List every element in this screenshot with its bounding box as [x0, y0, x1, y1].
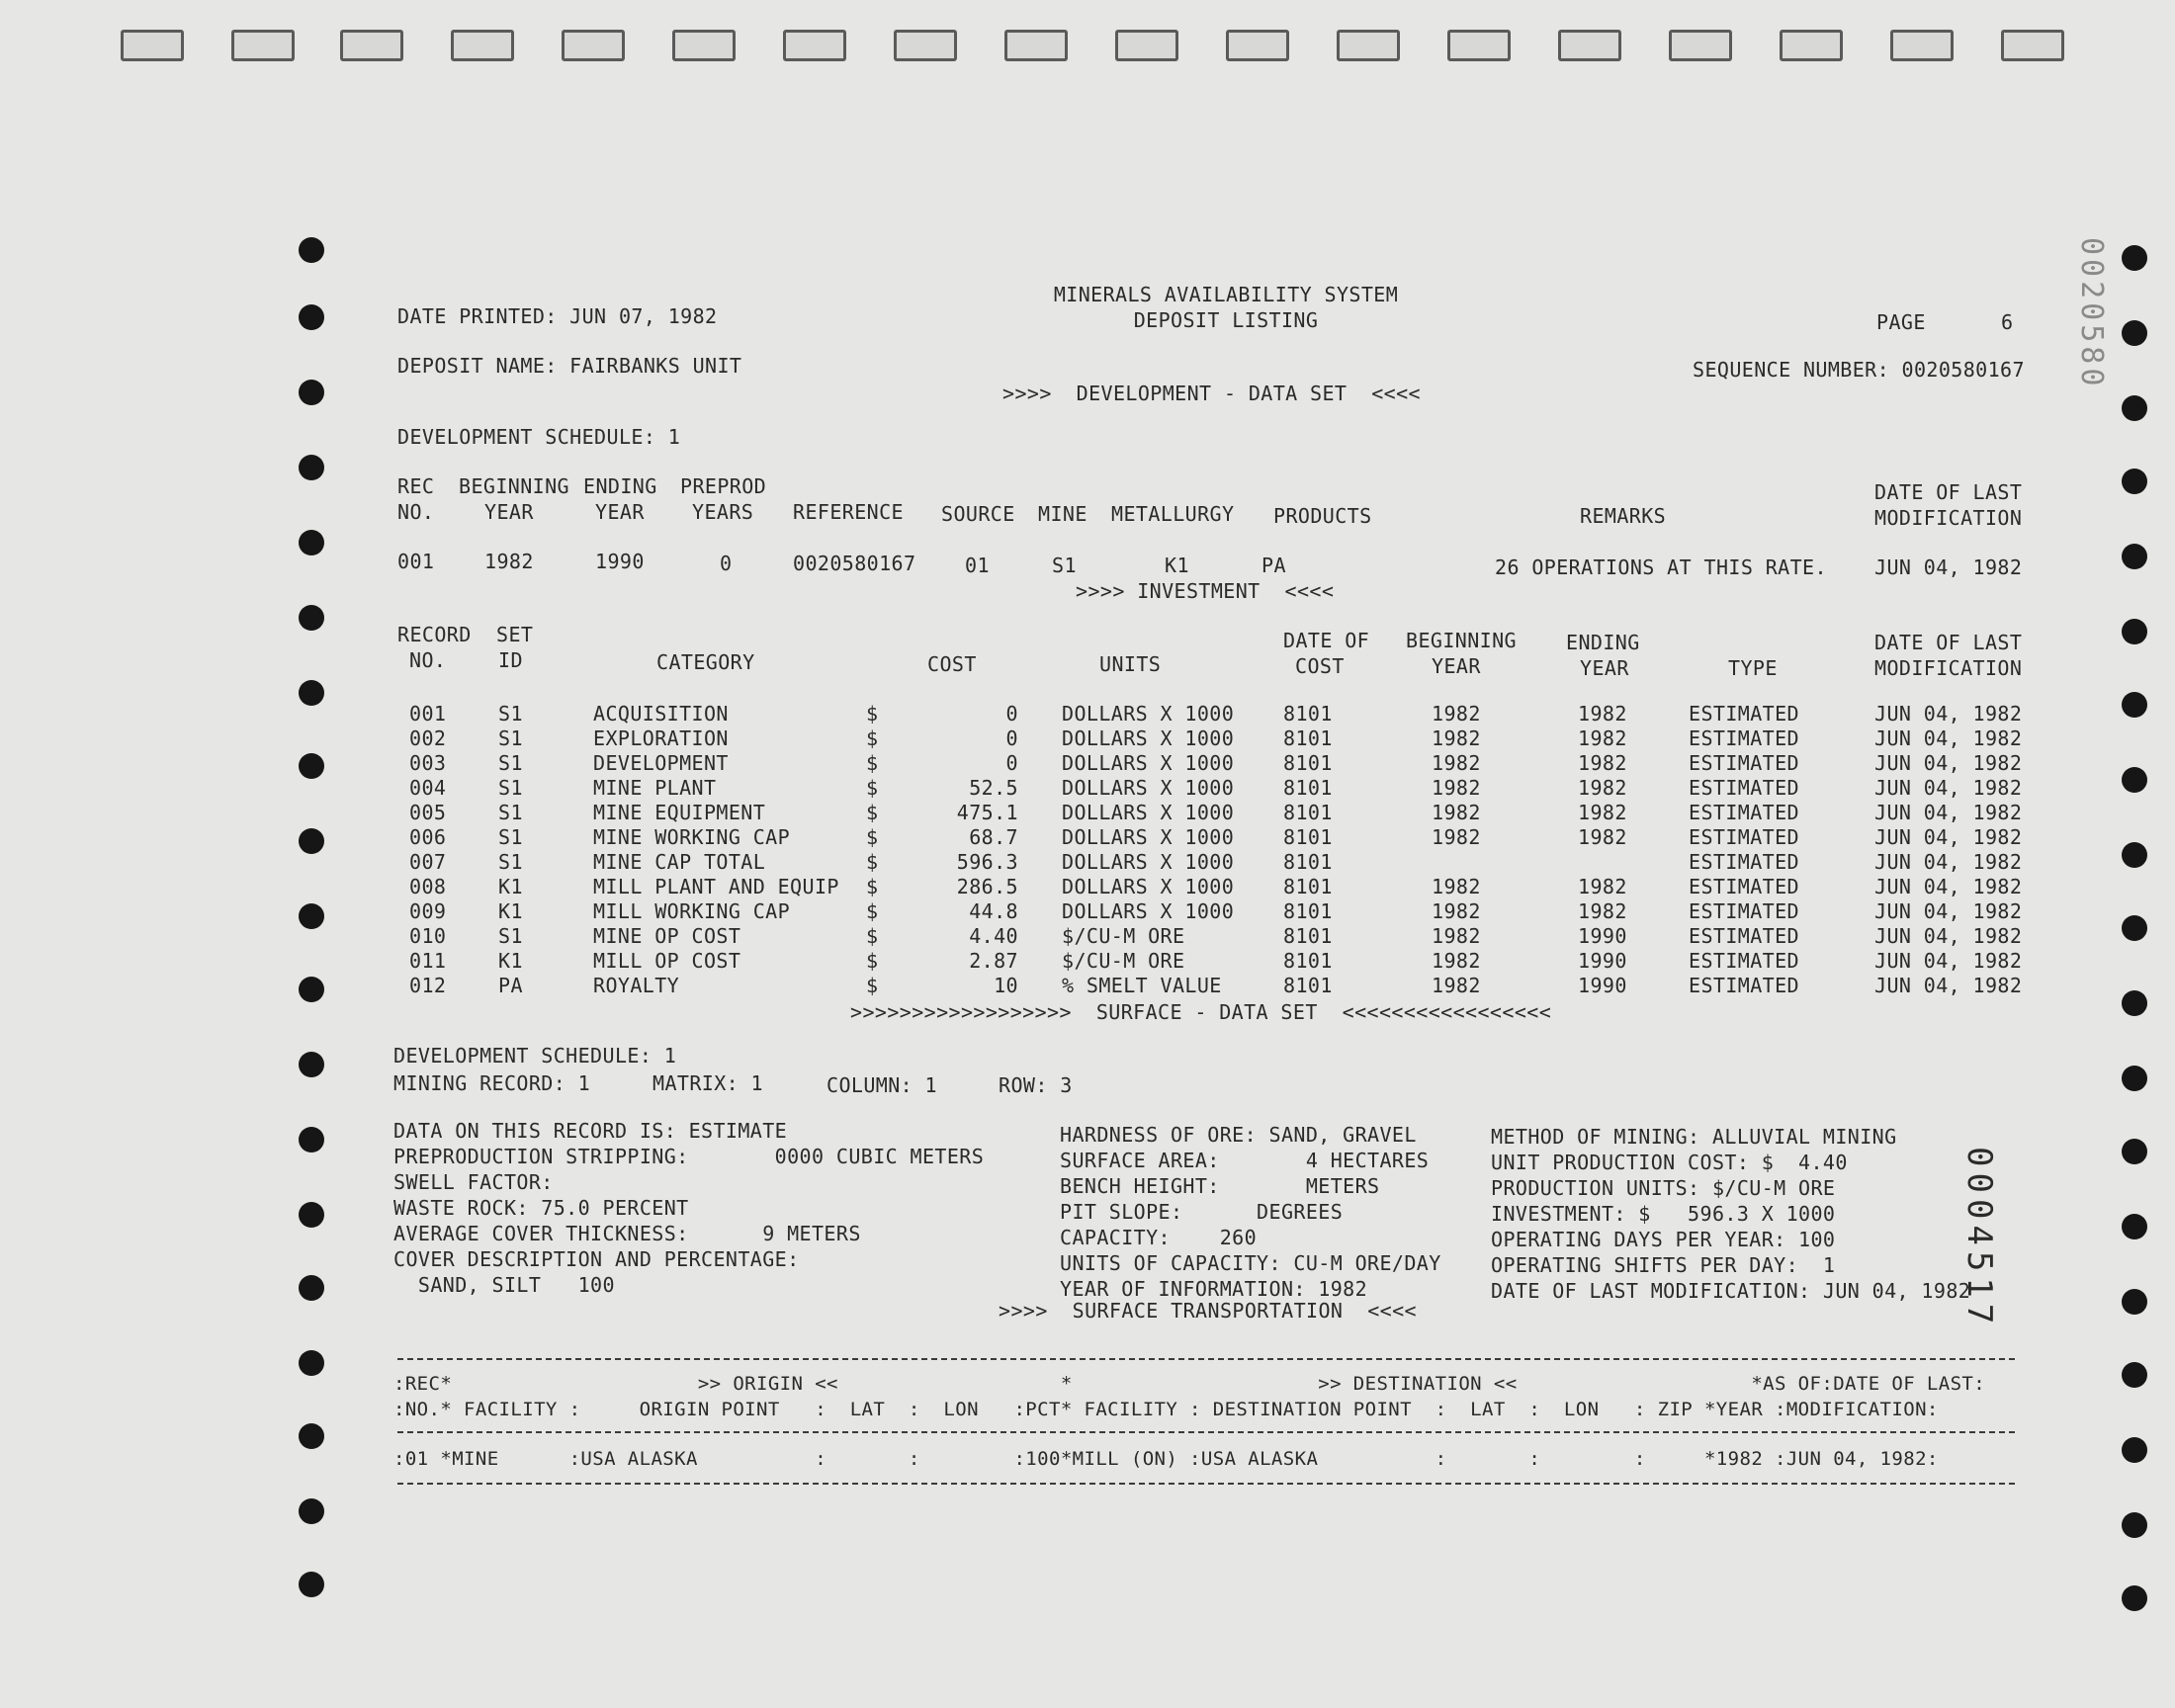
inv-header-category: CATEGORY [656, 650, 755, 674]
feed-hole [1669, 30, 1732, 61]
investment-cell-type: ESTIMATED [1689, 875, 1799, 898]
investment-cell-set: S1 [498, 776, 523, 800]
inv-header-record: RECORD [397, 623, 472, 646]
investment-cell-units: DOLLARS X 1000 [1062, 801, 1235, 824]
punch-hole [2122, 245, 2147, 271]
surface-line: BENCH HEIGHT: METERS [1060, 1174, 1380, 1198]
investment-cell-date: 8101 [1283, 974, 1333, 997]
system-title: MINERALS AVAILABILITY SYSTEM [1053, 283, 1399, 306]
investment-cell-cur: $ [866, 850, 879, 874]
investment-cell-mod: JUN 04, 1982 [1874, 899, 2023, 923]
feed-hole [121, 30, 184, 61]
col-header-metallurgy: METALLURGY [1111, 502, 1235, 526]
inv-header-id: ID [498, 648, 523, 672]
investment-cell-end: 1990 [1578, 924, 1627, 948]
page-label: PAGE [1876, 310, 1926, 334]
investment-cell-type: ESTIMATED [1689, 974, 1799, 997]
investment-cell-no: 009 [409, 899, 447, 923]
punch-hole [299, 1127, 324, 1153]
investment-cell-beg: 1982 [1432, 726, 1481, 750]
investment-cell-set: S1 [498, 726, 523, 750]
surface-line: SWELL FACTOR: [393, 1170, 554, 1194]
investment-cell-end: 1982 [1578, 899, 1627, 923]
deposit-name: DEPOSIT NAME: FAIRBANKS UNIT [397, 354, 742, 378]
investment-cell-end: 1990 [1578, 949, 1627, 973]
investment-cell-end: 1982 [1578, 726, 1627, 750]
col-header-source: SOURCE [941, 502, 1015, 526]
punch-hole [299, 977, 324, 1002]
feed-hole [1447, 30, 1511, 61]
investment-cell-cur: $ [866, 825, 879, 849]
investment-cell-cost: 286.5 [956, 875, 1018, 898]
col-header-remarks: REMARKS [1580, 504, 1667, 528]
investment-cell-date: 8101 [1283, 751, 1333, 775]
inv-header-units: UNITS [1099, 652, 1162, 676]
investment-cell-cur: $ [866, 776, 879, 800]
investment-cell-date: 8101 [1283, 825, 1333, 849]
investment-cell-beg: 1982 [1432, 974, 1481, 997]
punch-hole [299, 753, 324, 779]
dev-beginning: 1982 [484, 550, 534, 573]
investment-cell-cur: $ [866, 924, 879, 948]
investment-cell-beg: 1982 [1432, 899, 1481, 923]
investment-cell-date: 8101 [1283, 924, 1333, 948]
dev-preprod: 0 [720, 552, 733, 575]
col-header-ending-year: YEAR [595, 500, 645, 524]
investment-cell-cur: $ [866, 801, 879, 824]
investment-cell-type: ESTIMATED [1689, 825, 1799, 849]
investment-cell-category: EXPLORATION [593, 726, 729, 750]
investment-cell-set: K1 [498, 949, 523, 973]
investment-cell-units: DOLLARS X 1000 [1062, 875, 1235, 898]
surface-line: PREPRODUCTION STRIPPING: 0000 CUBIC METERS [393, 1145, 985, 1168]
listing-title: DEPOSIT LISTING [1133, 308, 1319, 332]
inv-header-set: SET [496, 623, 534, 646]
punch-hole [2122, 915, 2147, 941]
punch-hole [299, 680, 324, 706]
punch-hole [2122, 469, 2147, 494]
surface-line: YEAR OF INFORMATION: 1982 [1060, 1277, 1368, 1301]
col-header-preprod: PREPROD [680, 474, 767, 498]
investment-cell-cost: 68.7 [969, 825, 1018, 849]
punch-hole [299, 455, 324, 480]
investment-cell-units: DOLLARS X 1000 [1062, 899, 1235, 923]
investment-cell-mod: JUN 04, 1982 [1874, 702, 2023, 726]
punch-hole [299, 304, 324, 330]
investment-cell-beg: 1982 [1432, 825, 1481, 849]
feed-hole [562, 30, 625, 61]
investment-cell-mod: JUN 04, 1982 [1874, 801, 2023, 824]
investment-cell-end: 1982 [1578, 776, 1627, 800]
col-header-reference: REFERENCE [793, 500, 904, 524]
handwritten-number: 0004517 [1959, 1147, 1999, 1330]
investment-cell-units: DOLLARS X 1000 [1062, 825, 1235, 849]
investment-cell-set: S1 [498, 850, 523, 874]
feed-hole [1226, 30, 1289, 61]
surface-line: SURFACE AREA: 4 HECTARES [1060, 1149, 1430, 1172]
punch-hole [2122, 1362, 2147, 1388]
dev-remarks: 26 OPERATIONS AT THIS RATE. [1495, 555, 1827, 579]
punch-hole [299, 903, 324, 929]
surface-line: HARDNESS OF ORE: SAND, GRAVEL [1060, 1123, 1417, 1147]
investment-cell-cost: 596.3 [956, 850, 1018, 874]
investment-cell-date: 8101 [1283, 702, 1333, 726]
surface-schedule: DEVELOPMENT SCHEDULE: 1 [393, 1044, 677, 1068]
investment-cell-cost: 2.87 [969, 949, 1018, 973]
punch-hole [299, 1202, 324, 1228]
investment-cell-beg: 1982 [1432, 949, 1481, 973]
investment-cell-category: ACQUISITION [593, 702, 729, 726]
punch-hole [2122, 395, 2147, 421]
col-header-no: NO. [397, 500, 435, 524]
feed-hole [1004, 30, 1068, 61]
investment-cell-cur: $ [866, 875, 879, 898]
investment-cell-mod: JUN 04, 1982 [1874, 850, 2023, 874]
investment-cell-type: ESTIMATED [1689, 924, 1799, 948]
investment-cell-category: DEVELOPMENT [593, 751, 729, 775]
investment-cell-end: 1990 [1578, 974, 1627, 997]
investment-cell-set: S1 [498, 702, 523, 726]
col-header-date-of-last: DATE OF LAST [1874, 480, 2023, 504]
investment-cell-type: ESTIMATED [1689, 899, 1799, 923]
investment-cell-set: K1 [498, 875, 523, 898]
column: COLUMN: 1 [826, 1073, 937, 1097]
surface-line: DATA ON THIS RECORD IS: ESTIMATE [393, 1119, 788, 1143]
surface-line: COVER DESCRIPTION AND PERCENTAGE: [393, 1247, 800, 1271]
investment-cell-category: MINE EQUIPMENT [593, 801, 766, 824]
inv-header-beginning: BEGINNING [1406, 629, 1517, 652]
punch-hole [299, 828, 324, 854]
dev-date: JUN 04, 1982 [1874, 555, 2023, 579]
punch-hole [2122, 1437, 2147, 1463]
investment-cell-beg: 1982 [1432, 801, 1481, 824]
surface-line: UNITS OF CAPACITY: CU-M ORE/DAY [1060, 1251, 1441, 1275]
investment-cell-cost: 0 [1005, 751, 1018, 775]
col-header-modification: MODIFICATION [1874, 506, 2023, 530]
investment-cell-date: 8101 [1283, 776, 1333, 800]
investment-cell-set: S1 [498, 825, 523, 849]
investment-cell-date: 8101 [1283, 899, 1333, 923]
dev-metallurgy: K1 [1165, 554, 1189, 577]
investment-cell-date: 8101 [1283, 949, 1333, 973]
inv-header-ending: ENDING [1566, 631, 1640, 654]
surface-line: OPERATING SHIFTS PER DAY: 1 [1491, 1253, 1836, 1277]
investment-cell-cost: 52.5 [969, 776, 1018, 800]
investment-cell-date: 8101 [1283, 875, 1333, 898]
punch-hole [2122, 619, 2147, 644]
punch-hole [299, 1350, 324, 1376]
punch-hole [2122, 1139, 2147, 1164]
investment-cell-no: 010 [409, 924, 447, 948]
investment-cell-type: ESTIMATED [1689, 702, 1799, 726]
investment-cell-end: 1982 [1578, 875, 1627, 898]
punch-hole [299, 237, 324, 263]
table-rule [397, 1431, 2015, 1433]
investment-cell-cur: $ [866, 702, 879, 726]
investment-cell-cost: 44.8 [969, 899, 1018, 923]
col-header-beginning: BEGINNING [459, 474, 569, 498]
surface-line: WASTE ROCK: 75.0 PERCENT [393, 1196, 689, 1220]
matrix: MATRIX: 1 [652, 1071, 763, 1095]
feed-hole [231, 30, 295, 61]
investment-cell-units: % SMELT VALUE [1062, 974, 1222, 997]
feed-hole [1337, 30, 1400, 61]
investment-cell-mod: JUN 04, 1982 [1874, 726, 2023, 750]
investment-cell-beg: 1982 [1432, 751, 1481, 775]
sequence-number: SEQUENCE NUMBER: 0020580167 [1693, 358, 2025, 382]
punch-hole [299, 1423, 324, 1449]
punch-hole [2122, 1214, 2147, 1239]
investment-cell-cost: 0 [1005, 726, 1018, 750]
feed-hole [1890, 30, 1954, 61]
section-surface: >>>>>>>>>>>>>>>>>> SURFACE - DATA SET <<<<<<<<<<<<<<<<< [850, 1000, 1552, 1024]
feed-hole [783, 30, 846, 61]
investment-cell-no: 003 [409, 751, 447, 775]
investment-cell-no: 005 [409, 801, 447, 824]
investment-cell-end: 1982 [1578, 825, 1627, 849]
punch-hole [299, 380, 324, 405]
investment-cell-cur: $ [866, 899, 879, 923]
col-header-preprod-years: YEARS [692, 500, 754, 524]
investment-cell-mod: JUN 04, 1982 [1874, 875, 2023, 898]
surface-line: METHOD OF MINING: ALLUVIAL MINING [1491, 1125, 1897, 1149]
investment-cell-mod: JUN 04, 1982 [1874, 776, 2023, 800]
investment-cell-category: MILL WORKING CAP [593, 899, 791, 923]
investment-cell-type: ESTIMATED [1689, 850, 1799, 874]
mining-record: MINING RECORD: 1 [393, 1071, 591, 1095]
table-rule [397, 1483, 2015, 1485]
punch-hole [2122, 692, 2147, 718]
investment-cell-no: 007 [409, 850, 447, 874]
surface-line: INVESTMENT: $ 596.3 X 1000 [1491, 1202, 1836, 1226]
punch-hole [2122, 544, 2147, 569]
feed-hole [1558, 30, 1621, 61]
investment-cell-no: 011 [409, 949, 447, 973]
investment-cell-date: 8101 [1283, 850, 1333, 874]
investment-cell-no: 001 [409, 702, 447, 726]
investment-cell-cur: $ [866, 974, 879, 997]
transport-header-1: :REC* >> ORIGIN << * >> DESTINATION << *AS OF:DATE OF LAST: [393, 1373, 1986, 1395]
feed-hole [2001, 30, 2064, 61]
punch-hole [2122, 990, 2147, 1016]
investment-cell-cur: $ [866, 726, 879, 750]
inv-header-type: TYPE [1728, 656, 1778, 680]
col-header-rec: REC [397, 474, 435, 498]
investment-cell-category: MINE PLANT [593, 776, 717, 800]
investment-cell-set: PA [498, 974, 523, 997]
col-header-ending: ENDING [583, 474, 657, 498]
punch-hole [2122, 1289, 2147, 1315]
punch-hole [299, 530, 324, 555]
feed-hole [672, 30, 736, 61]
punch-hole [2122, 1585, 2147, 1611]
investment-cell-category: ROYALTY [593, 974, 680, 997]
col-header-products: PRODUCTS [1273, 504, 1372, 528]
inv-header-modification: MODIFICATION [1874, 656, 2023, 680]
table-rule [397, 1358, 2015, 1360]
faint-stamp: 0020580 [2074, 237, 2109, 390]
feed-hole [1780, 30, 1843, 61]
investment-cell-set: S1 [498, 751, 523, 775]
punch-hole [2122, 842, 2147, 868]
investment-cell-no: 006 [409, 825, 447, 849]
surface-line: DATE OF LAST MODIFICATION: JUN 04, 1982 [1491, 1279, 1971, 1303]
transport-row: :01 *MINE :USA ALASKA : : :100*MILL (ON) :USA ALASKA : : : *1982 :JUN 04, 1982: [393, 1448, 1939, 1470]
dev-products: PA [1262, 554, 1286, 577]
investment-cell-end: 1982 [1578, 751, 1627, 775]
investment-cell-set: S1 [498, 801, 523, 824]
punch-hole [299, 1275, 324, 1301]
investment-cell-date: 8101 [1283, 726, 1333, 750]
investment-cell-category: MINE WORKING CAP [593, 825, 791, 849]
investment-cell-type: ESTIMATED [1689, 751, 1799, 775]
investment-cell-type: ESTIMATED [1689, 776, 1799, 800]
inv-header-cost: COST [927, 652, 977, 676]
dev-reference: 0020580167 [793, 552, 916, 575]
investment-cell-set: K1 [498, 899, 523, 923]
investment-cell-cost: 10 [994, 974, 1018, 997]
col-header-beginning-year: YEAR [484, 500, 534, 524]
investment-cell-units: DOLLARS X 1000 [1062, 776, 1235, 800]
punch-hole [299, 605, 324, 631]
investment-cell-date: 8101 [1283, 801, 1333, 824]
investment-cell-category: MILL OP COST [593, 949, 741, 973]
investment-cell-no: 012 [409, 974, 447, 997]
investment-cell-end: 1982 [1578, 801, 1627, 824]
surface-line: UNIT PRODUCTION COST: $ 4.40 [1491, 1151, 1848, 1174]
investment-cell-cost: 475.1 [956, 801, 1018, 824]
inv-header-date-of: DATE OF [1283, 629, 1370, 652]
surface-line: PIT SLOPE: DEGREES [1060, 1200, 1344, 1224]
surface-line: OPERATING DAYS PER YEAR: 100 [1491, 1228, 1836, 1251]
surface-line: CAPACITY: 260 [1060, 1226, 1258, 1249]
tractor-feed-strip [0, 0, 2175, 89]
punch-hole [2122, 1066, 2147, 1091]
investment-cell-units: $/CU-M ORE [1062, 924, 1185, 948]
surface-line: AVERAGE COVER THICKNESS: 9 METERS [393, 1222, 861, 1245]
feed-hole [894, 30, 957, 61]
punch-hole [2122, 1512, 2147, 1538]
investment-cell-mod: JUN 04, 1982 [1874, 974, 2023, 997]
investment-cell-beg: 1982 [1432, 776, 1481, 800]
investment-cell-no: 002 [409, 726, 447, 750]
investment-cell-beg: 1982 [1432, 702, 1481, 726]
punch-hole [299, 1498, 324, 1524]
punch-hole [2122, 767, 2147, 793]
investment-cell-units: DOLLARS X 1000 [1062, 726, 1235, 750]
section-transport: >>>> SURFACE TRANSPORTATION <<<< [999, 1299, 1417, 1323]
dev-ending: 1990 [595, 550, 645, 573]
investment-cell-set: S1 [498, 924, 523, 948]
investment-cell-cost: 0 [1005, 702, 1018, 726]
inv-header-no: NO. [409, 648, 447, 672]
investment-cell-cur: $ [866, 751, 879, 775]
dev-rec: 001 [397, 550, 435, 573]
punch-hole [299, 1052, 324, 1077]
date-printed: DATE PRINTED: JUN 07, 1982 [397, 304, 718, 328]
investment-cell-beg: 1982 [1432, 875, 1481, 898]
feed-hole [1115, 30, 1178, 61]
page-number: 6 [2001, 310, 2014, 334]
punch-hole [299, 1572, 324, 1597]
investment-cell-mod: JUN 04, 1982 [1874, 825, 2023, 849]
punch-hole [2122, 320, 2147, 346]
dev-source: 01 [965, 554, 990, 577]
transport-header-2: :NO.* FACILITY : ORIGIN POINT : LAT : LON :PCT* FACILITY : DESTINATION POINT : LAT : LON : ZIP *YEAR :MODIFICATION: [393, 1399, 1939, 1420]
investment-cell-cost: 4.40 [969, 924, 1018, 948]
investment-cell-units: DOLLARS X 1000 [1062, 751, 1235, 775]
section-investment: >>>> INVESTMENT <<<< [1076, 579, 1335, 603]
investment-cell-type: ESTIMATED [1689, 949, 1799, 973]
investment-cell-type: ESTIMATED [1689, 801, 1799, 824]
investment-cell-category: MINE CAP TOTAL [593, 850, 766, 874]
investment-cell-mod: JUN 04, 1982 [1874, 924, 2023, 948]
investment-cell-cur: $ [866, 949, 879, 973]
inv-header-beginning-year: YEAR [1432, 654, 1481, 678]
inv-header-ending-year: YEAR [1580, 656, 1629, 680]
surface-line: PRODUCTION UNITS: $/CU-M ORE [1491, 1176, 1836, 1200]
investment-cell-category: MILL PLANT AND EQUIP [593, 875, 839, 898]
development-schedule: DEVELOPMENT SCHEDULE: 1 [397, 425, 681, 449]
section-development: >>>> DEVELOPMENT - DATA SET <<<< [1002, 382, 1421, 405]
investment-cell-type: ESTIMATED [1689, 726, 1799, 750]
investment-cell-end: 1982 [1578, 702, 1627, 726]
investment-cell-no: 004 [409, 776, 447, 800]
investment-cell-no: 008 [409, 875, 447, 898]
investment-cell-units: $/CU-M ORE [1062, 949, 1185, 973]
row: ROW: 3 [999, 1073, 1073, 1097]
investment-cell-beg: 1982 [1432, 924, 1481, 948]
investment-cell-units: DOLLARS X 1000 [1062, 702, 1235, 726]
dev-mine: S1 [1052, 554, 1077, 577]
feed-hole [451, 30, 514, 61]
col-header-mine: MINE [1038, 502, 1088, 526]
investment-cell-category: MINE OP COST [593, 924, 741, 948]
feed-hole [340, 30, 403, 61]
inv-header-date-of-last: DATE OF LAST [1874, 631, 2023, 654]
inv-header-date-cost: COST [1295, 654, 1345, 678]
investment-cell-units: DOLLARS X 1000 [1062, 850, 1235, 874]
investment-cell-mod: JUN 04, 1982 [1874, 949, 2023, 973]
surface-line: SAND, SILT 100 [393, 1273, 615, 1297]
investment-cell-mod: JUN 04, 1982 [1874, 751, 2023, 775]
